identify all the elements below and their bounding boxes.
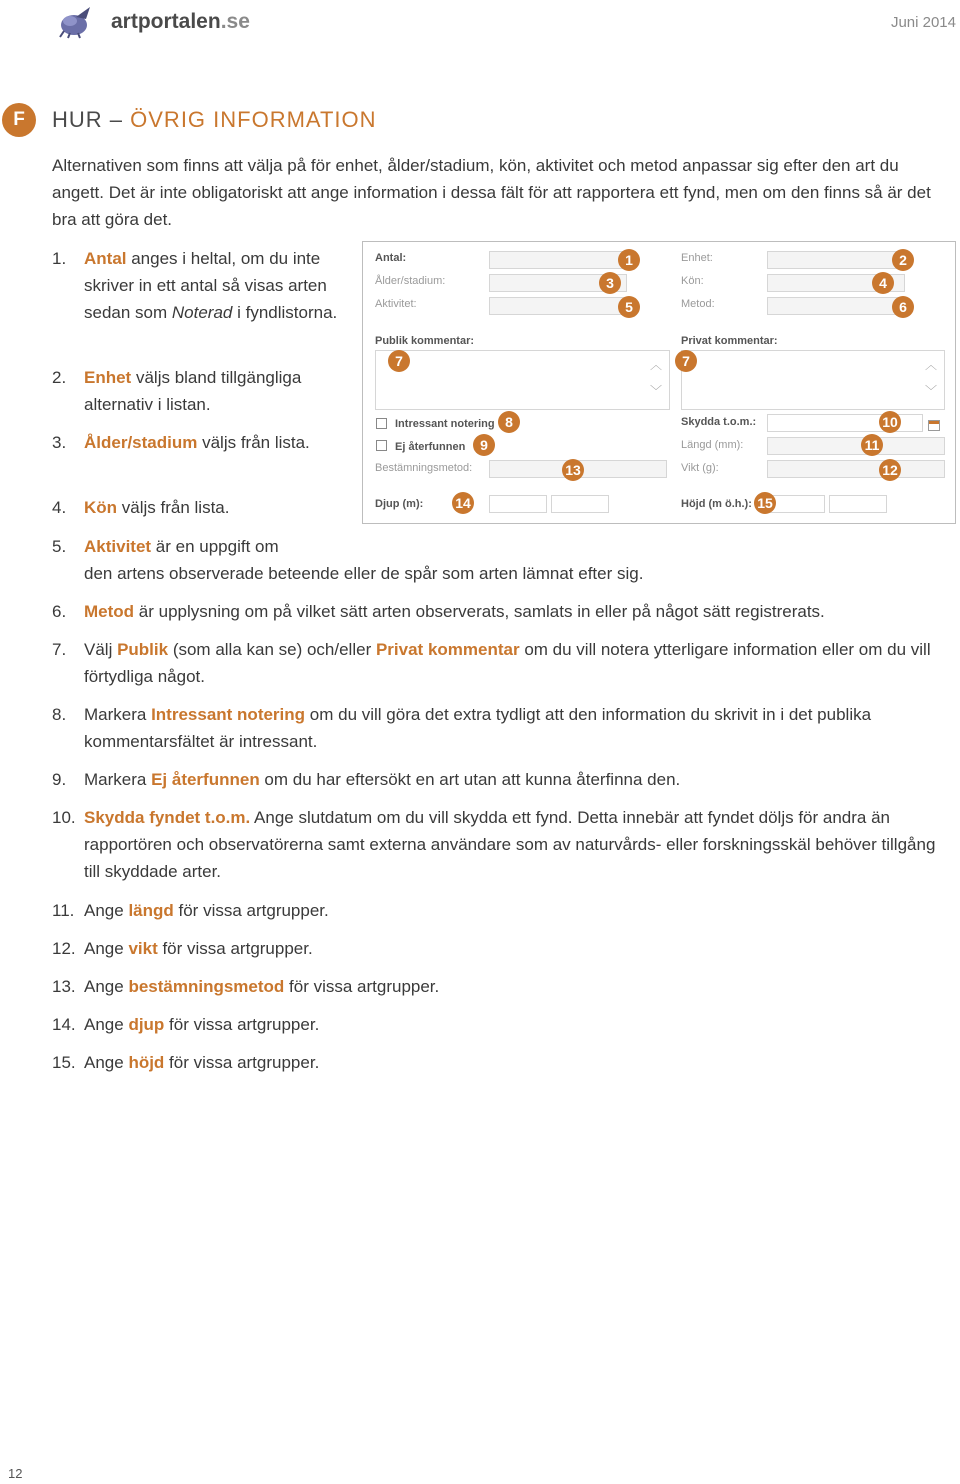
hojd-input-to[interactable]: [829, 495, 887, 513]
antal-label: Antal:: [375, 252, 407, 264]
ej-aterfunnen-label: Ej återfunnen: [395, 441, 466, 453]
chevron-down-icon[interactable]: ﹀: [925, 384, 938, 398]
intro-paragraph: Alternativen som finns att välja på för enhet, ålder/stadium, kön, aktivitet och metod anpassar sig efter den art du angett. Det är inte obligatoriskt att ange information i dessa fält för att rapportera ett fynd, men om den finns så är det bra att göra det.: [52, 156, 931, 229]
callout-marker: 8: [498, 411, 520, 433]
djup-label: Djup (m):: [375, 498, 424, 510]
logo-icon: [56, 3, 96, 39]
chevron-down-icon[interactable]: ﹀: [650, 384, 663, 398]
langd-label: Längd (mm):: [681, 439, 744, 451]
privat-textarea[interactable]: [681, 350, 945, 410]
list-item-continued: den artens observerade beteende eller de spår som arten lämnat efter sig.: [84, 564, 644, 583]
kon-label: Kön:: [681, 275, 704, 287]
aktivitet-label: Aktivitet:: [375, 298, 417, 310]
callout-marker: 7: [388, 350, 410, 372]
djup-input-from[interactable]: [489, 495, 547, 513]
aktivitet-select[interactable]: [489, 297, 627, 315]
metod-select[interactable]: [767, 297, 905, 315]
vikt-label: Vikt (g):: [681, 462, 719, 474]
vikt-input[interactable]: [767, 460, 945, 478]
callout-marker: 6: [892, 296, 914, 318]
section-title: HUR – ÖVRIG INFORMATION: [52, 107, 377, 132]
page-number: 12: [8, 1466, 23, 1481]
page-header: [0, 0, 960, 50]
chevron-up-icon[interactable]: ︿: [650, 358, 663, 372]
callout-marker: 3: [599, 272, 621, 294]
callout-marker: 10: [879, 411, 901, 433]
callout-marker: 11: [861, 434, 883, 456]
alder-label: Ålder/stadium:: [375, 275, 446, 287]
publication-date: Juni 2014: [890, 14, 956, 31]
publik-label: Publik kommentar:: [375, 335, 475, 347]
skydda-label: Skydda t.o.m.:: [681, 416, 757, 428]
publik-textarea[interactable]: [375, 350, 670, 410]
ej-aterfunnen-checkbox[interactable]: [376, 440, 387, 451]
callout-marker: 12: [879, 459, 901, 481]
calendar-icon[interactable]: [928, 420, 940, 431]
callout-marker: 7: [675, 350, 697, 372]
callout-marker: 2: [892, 249, 914, 271]
callout-marker: 9: [473, 434, 495, 456]
enhet-label: Enhet:: [681, 252, 713, 264]
chevron-up-icon[interactable]: ︿: [925, 358, 938, 372]
metod-label: Metod:: [681, 298, 715, 310]
antal-input[interactable]: [489, 251, 627, 269]
section-badge: F: [2, 103, 36, 137]
djup-input-to[interactable]: [551, 495, 609, 513]
callout-marker: 14: [452, 492, 474, 514]
callout-marker: 5: [618, 296, 640, 318]
langd-input[interactable]: [767, 437, 945, 455]
callout-marker: 4: [872, 272, 894, 294]
intressant-label: Intressant notering: [395, 418, 495, 430]
form-screenshot: [362, 241, 956, 524]
privat-label: Privat kommentar:: [681, 335, 778, 347]
enhet-select[interactable]: [767, 251, 905, 269]
callout-marker: 13: [562, 459, 584, 481]
callout-marker: 1: [618, 249, 640, 271]
hojd-label: Höjd (m ö.h.):: [681, 498, 752, 510]
callout-marker: 15: [754, 492, 776, 514]
bestamning-label: Bestämningsmetod:: [375, 462, 473, 474]
intressant-checkbox[interactable]: [376, 418, 387, 429]
brand-name: artportalen.se: [111, 10, 250, 33]
